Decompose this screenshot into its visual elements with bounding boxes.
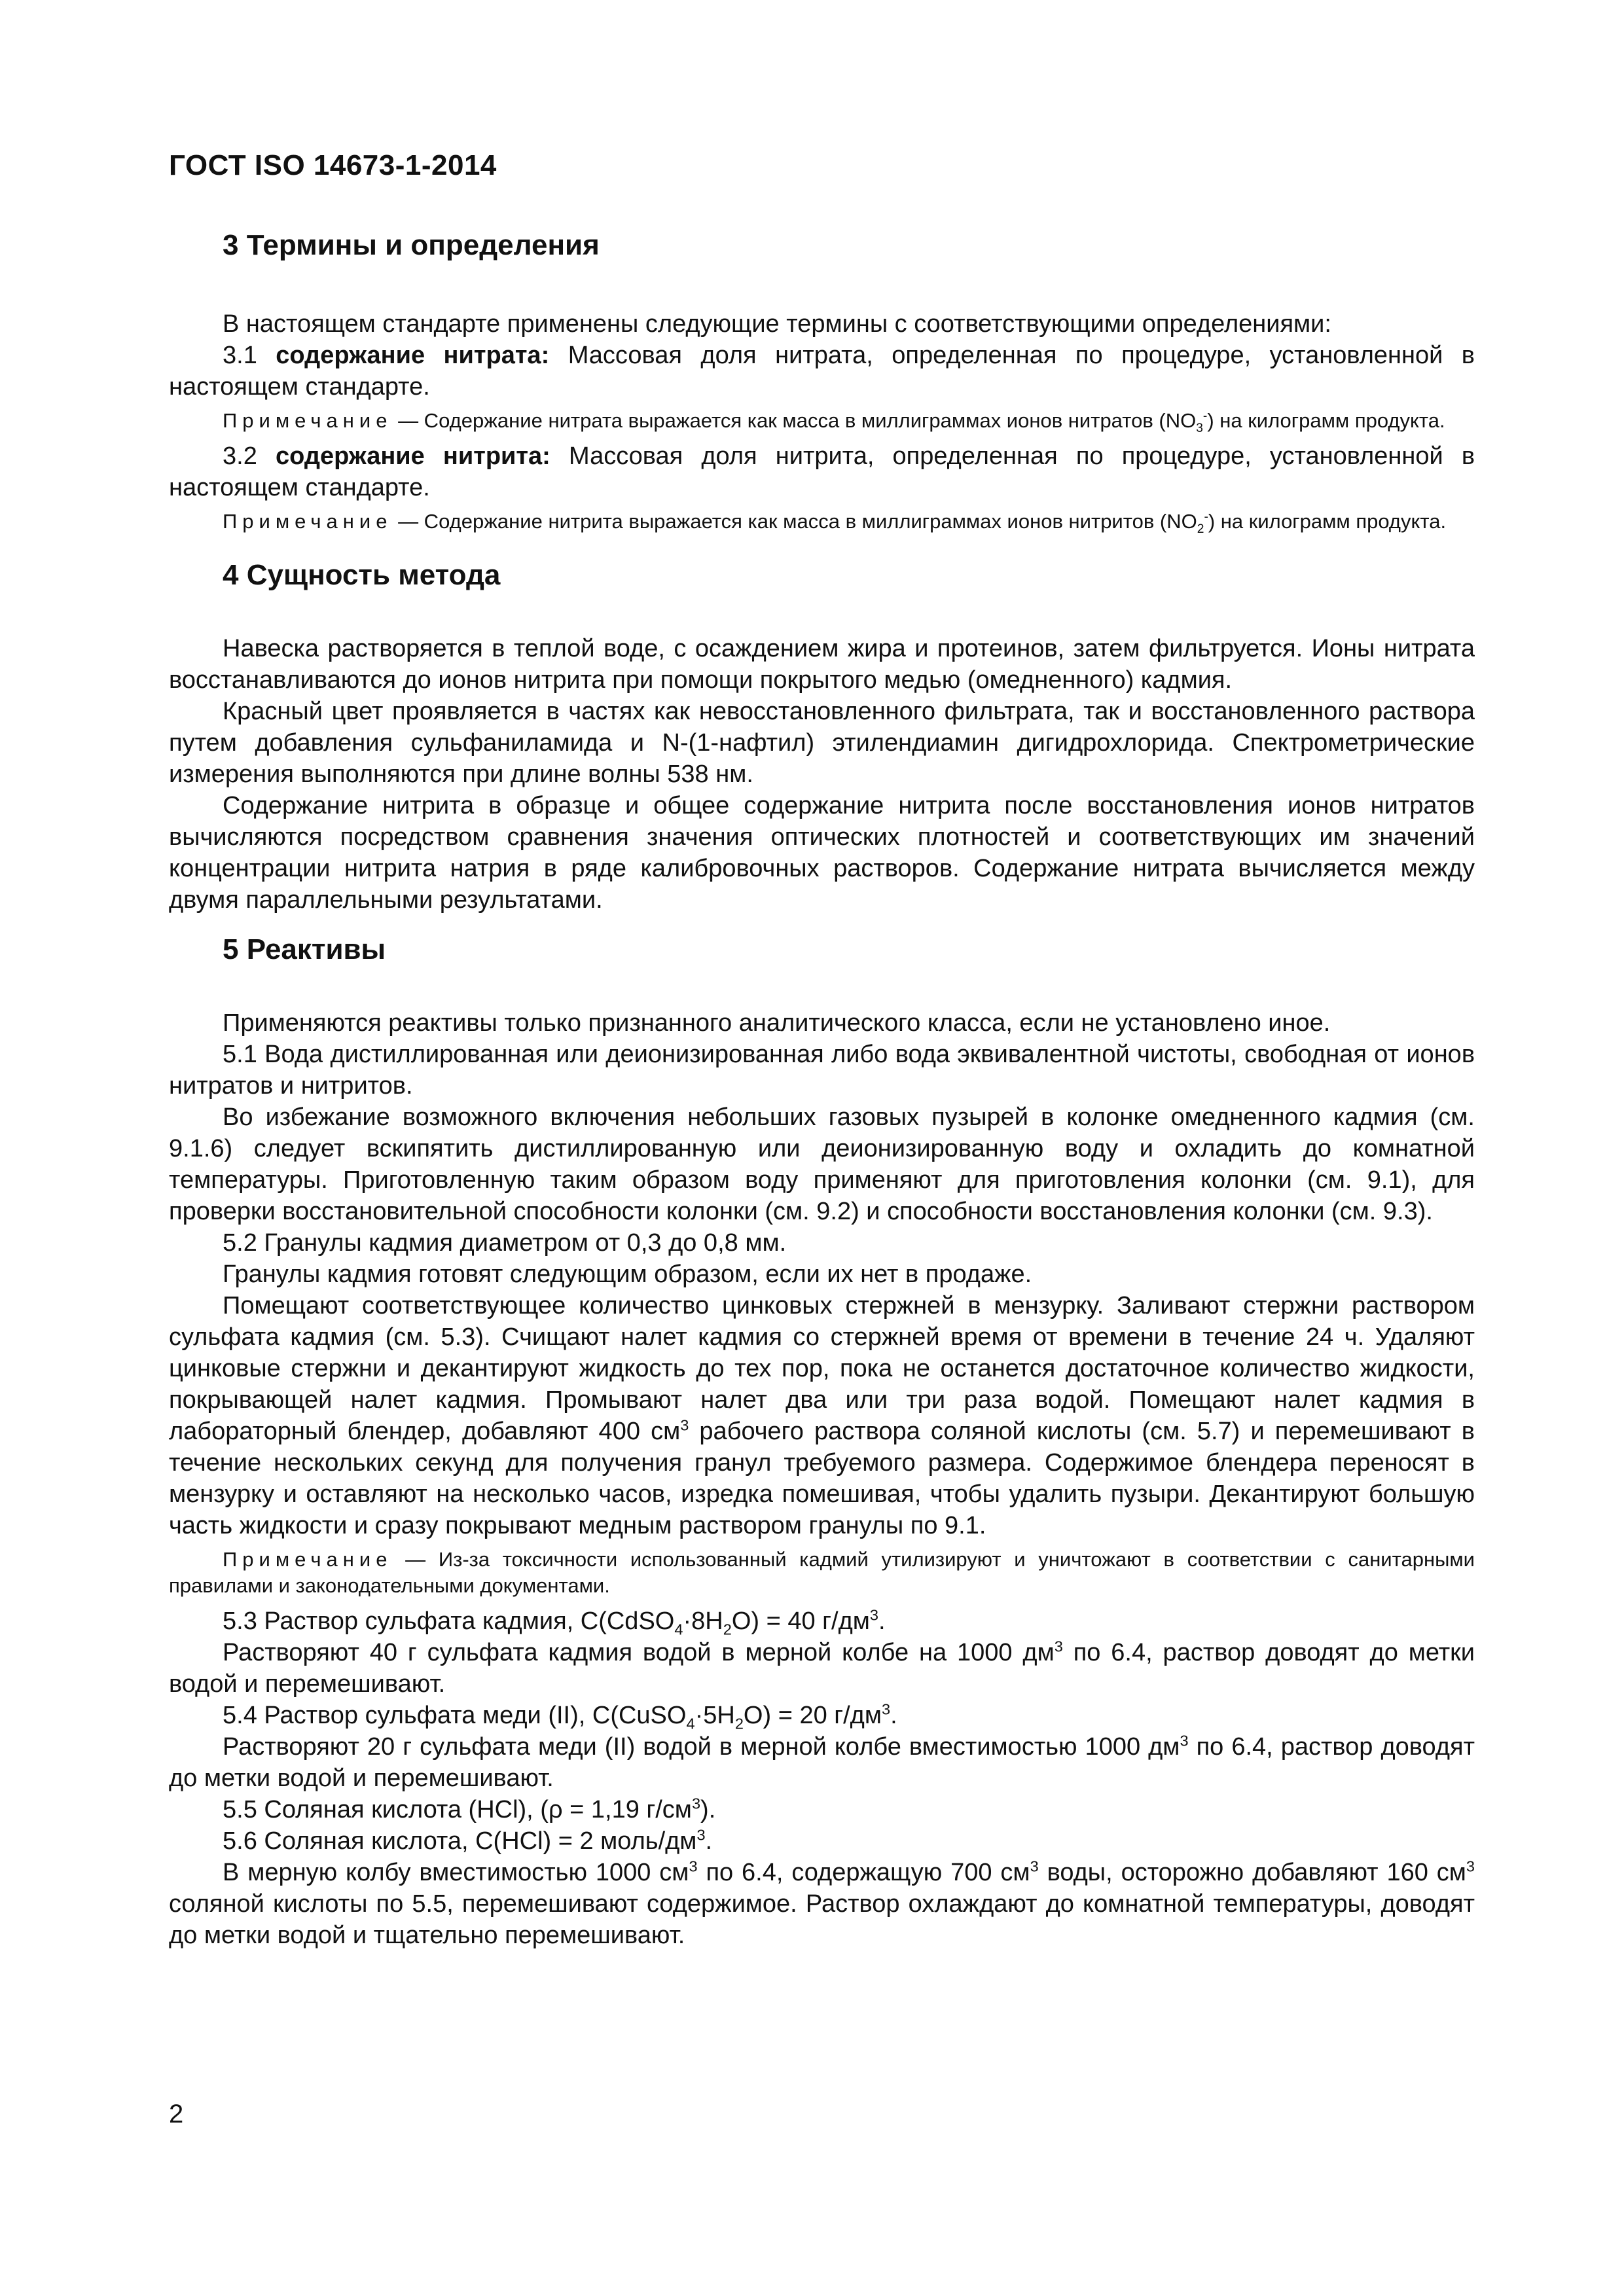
note-5-2: Примечание — Из-за токсичности использованный кадмий утилизируют и уничтожают в соответствии с санитарными правилами и законодательными документами. [169, 1548, 1475, 1597]
item-5-1: 5.1 Вода дистиллированная или деионизированная либо вода эквивалентной чистоты, свободная от ионов нитратов и нитритов. [169, 1041, 1475, 1100]
section-5-paragraph: Во избежание возможного включения небольших газовых пузырей в колонке омедненного кадмия (см. 9.1.6) следует вскипятить дистиллированную или деионизированную воду и охладить до комнатной температуры. Приготовленную таким образом воду применяют для приготовления колонки (см. 9.1), для проверки восстановительной способности колонки (см. 9.2) и способности восстановления колонки (см. 9.3). [169, 1103, 1475, 1225]
note-3-2: Примечание — Содержание нитрита выражается как масса в миллиграммах ионов нитритов $(NO_2^-)$ на килограмм продукта. [223, 510, 1447, 537]
document-body [169, 226, 1475, 1951]
item-5-6: 5.6 Соляная кислота, С(HCl) = 2 моль/$дм^3$. [223, 1826, 713, 1855]
term-3-2: 3.2 содержание нитрита: Массовая доля нитрита, определенная по процедуре, установленной в настоящем стандарте. [169, 442, 1475, 501]
section-5-title: 5 Реактивы [223, 933, 386, 965]
section-4-title: 4 Сущность метода [223, 559, 501, 591]
term-3-1: 3.1 содержание нитрата: Массовая доля нитрата, определенная по процедуре, установленной в настоящем стандарте. [169, 342, 1475, 401]
section-3-title: 3 Термины и определения [223, 229, 600, 261]
term-3-1-name: содержание нитрата: [276, 342, 550, 369]
item-5-2: 5.2 Гранулы кадмия диаметром от 0,3 до 0,8 мм. [223, 1229, 787, 1257]
item-5-5: 5.5 Соляная кислота (HCl), (ρ = 1,19 $г/см^3$). [223, 1795, 716, 1823]
section-3-intro: В настоящем стандарте применены следующие термины с соответствующими определениями: [223, 310, 1331, 338]
item-5-4: 5.4 Раствор сульфата меди (II), $С(CuSO_4\cdot 5H_2O) = 20$ $г/дм^3$. [223, 1700, 897, 1732]
section-5-paragraph: Растворяют 40 г сульфата кадмия водой в мерной колбе на 1000 $дм^3$ по 6.4, раствор доводят до метки водой и перемешивают. [169, 1638, 1475, 1698]
term-3-2-name: содержание нитрита: [275, 442, 550, 470]
section-5-paragraph: Гранулы кадмия готовят следующим образом, если их нет в продаже. [223, 1261, 1032, 1288]
item-5-3: 5.3 Раствор сульфата кадмия, $С(CdSO_4\cdot 8H_2O) = 40$ $г/дм^3$. [223, 1606, 886, 1638]
standard-header: ГОСТ ISO 14673-1-2014 [169, 149, 497, 181]
page-number: 2 [169, 2100, 184, 2128]
section-5-paragraph: В мерную колбу вместимостью 1000 $см^3$ по 6.4, содержащую 700 $см^3$ воды, осторожно добавляют 160 $см^3$ соляной кислоты по 5.5, перемешивают содержимое. Раствор охлаждают до комнатной температуры, доводят до метки водой и тщательно перемешивают. [169, 1857, 1475, 1949]
section-5-paragraph: Растворяют 20 г сульфата меди (II) водой в мерной колбе вместимостью 1000 $дм^3$ по 6.4, раствор доводят до метки водой и перемешивают. [169, 1732, 1475, 1792]
section-4-paragraph: Навеска растворяется в теплой воде, с осаждением жира и протеинов, затем фильтруется. Ионы нитрата восстанавливаются до ионов нитрита при помощи покрытого медью (омедненного) кадмия. [169, 635, 1475, 694]
section-4-paragraph: Содержание нитрита в образце и общее содержание нитрита после восстановления ионов нитратов вычисляются посредством сравнения значения оптических плотностей и соответствующих им значений концентрации нитрита натрия в ряде калибровочных растворов. Содержание нитрата вычисляется между двумя параллельными результатами. [169, 792, 1475, 914]
section-4-paragraph: Красный цвет проявляется в частях как невосстановленного фильтрата, так и восстановленного раствора путем добавления сульфаниламида и N-(1-нафтил) этилендиамин дигидрохлорида. Спектрометрические измерения выполняются при длине волны 538 нм. [169, 698, 1475, 788]
section-5-paragraph: Помещают соответствующее количество цинковых стержней в мензурку. Заливают стержни раствором сульфата кадмия (см. 5.3). Счищают налет кадмия со стержней время от времени в течение 24 ч. Удаляют цинковые стержни и декантируют жидкость до тех пор, пока не останется достаточное количество жидкости, покрывающей налет кадмия. Промывают налет два или три раза водой. Помещают налет кадмия в лабораторный блендер, добавляют 400 $см^3$ рабочего раствора соляной кислоты (см. 5.7) и перемешивают в течение нескольких секунд для получения гранул требуемого размера. Содержимое блендера переносят в мензурку и оставляют на несколько часов, изредка помешивая, чтобы удалить пузыри. Декантируют большую часть жидкости и сразу покрывают медным раствором гранулы по 9.1. [169, 1292, 1475, 1539]
note-3-1: Примечание — Содержание нитрата выражается как масса в миллиграммах ионов нитратов $(NO_3^-)$ на килограмм продукта. [223, 409, 1445, 436]
section-5-paragraph: Применяются реактивы только признанного аналитического класса, если не установлено иное. [223, 1009, 1331, 1037]
